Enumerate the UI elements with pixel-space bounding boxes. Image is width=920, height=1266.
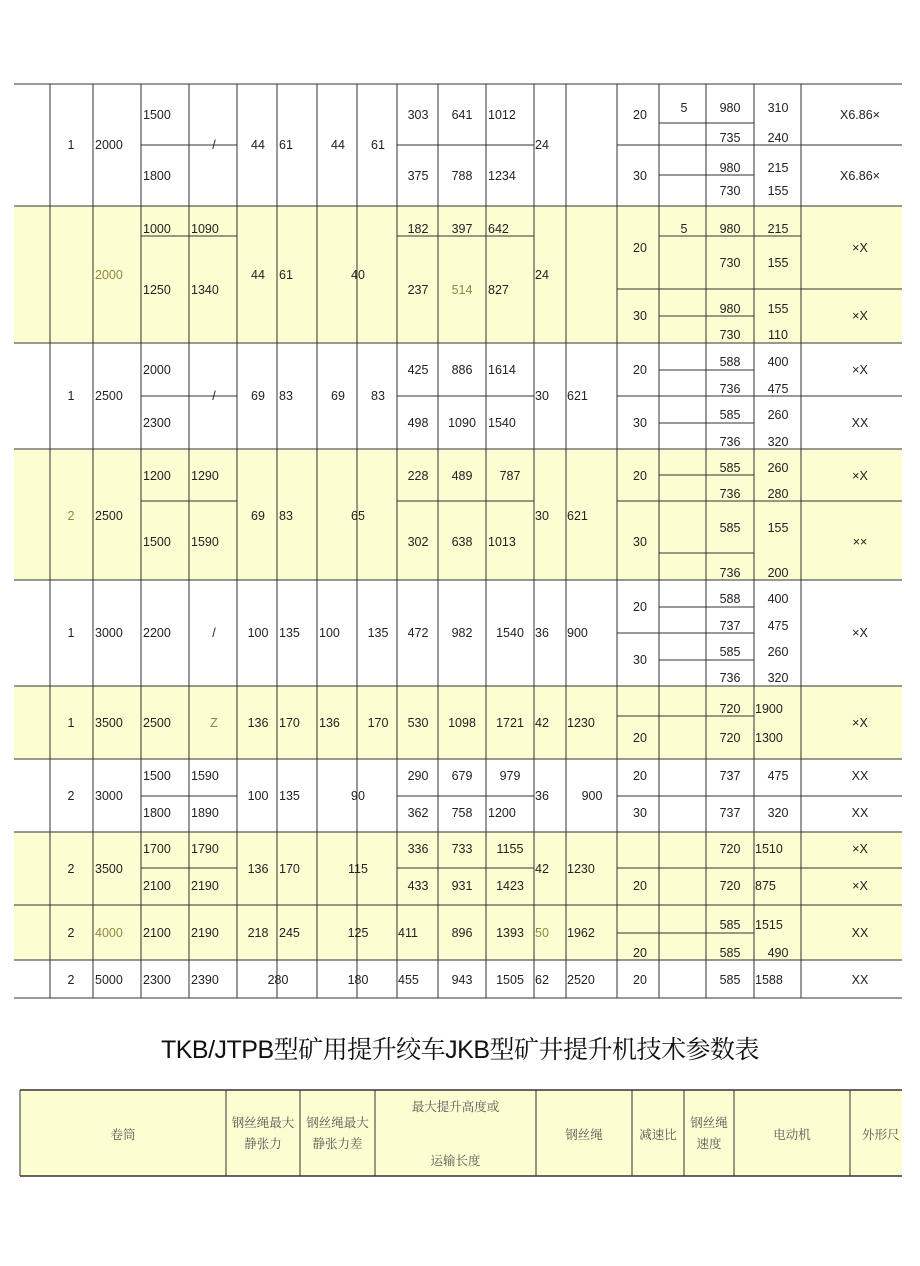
- cell: 1515: [755, 918, 783, 932]
- cell: 303: [407, 108, 429, 122]
- cell: 397: [451, 222, 473, 236]
- cell: 83: [371, 389, 385, 403]
- cell: 260: [767, 645, 789, 659]
- cell: 4000: [95, 926, 123, 940]
- cell: 5000: [95, 973, 123, 987]
- cell: 1800: [143, 169, 171, 183]
- cell: 980: [719, 101, 741, 115]
- cell: 736: [719, 671, 741, 685]
- header-rope-speed: 钢丝绳 速度: [690, 1115, 728, 1151]
- cell: 115: [348, 862, 368, 876]
- cell: 1090: [191, 222, 219, 236]
- cell: 83: [279, 389, 293, 403]
- cell: 1: [67, 716, 75, 730]
- cell: 1700: [143, 842, 171, 856]
- cell: 218: [247, 926, 269, 940]
- cell: 1962: [567, 926, 595, 940]
- cell: 1098: [448, 716, 476, 730]
- cell: ×X: [852, 241, 868, 255]
- cell: 720: [719, 702, 741, 716]
- cell: 30: [633, 535, 647, 549]
- cell: 62: [535, 973, 549, 987]
- cell: 310: [767, 101, 789, 115]
- cell: 1: [67, 389, 75, 403]
- cell: 1155: [496, 842, 524, 856]
- cell: 588: [719, 592, 741, 606]
- cell: 110: [768, 328, 788, 342]
- cell: 215: [767, 222, 789, 236]
- cell: ××: [852, 535, 868, 549]
- cell: 20: [633, 879, 647, 893]
- cell: 2: [67, 926, 75, 940]
- cell: 5: [680, 101, 688, 115]
- cell: X6.86×: [840, 108, 880, 122]
- cell: 280: [767, 487, 789, 501]
- cell: 20: [633, 469, 647, 483]
- cell: 1: [67, 138, 75, 152]
- cell: 588: [719, 355, 741, 369]
- cell: /: [212, 389, 216, 403]
- cell: 1505: [496, 973, 524, 987]
- cell: 3000: [95, 789, 123, 803]
- cell: 65: [351, 509, 365, 523]
- cell: 30: [535, 389, 549, 403]
- cell: 980: [719, 222, 741, 236]
- cell: 2: [67, 973, 75, 987]
- cell: 2000: [143, 363, 171, 377]
- cell: 736: [719, 435, 741, 449]
- cell: 720: [719, 879, 741, 893]
- cell: 36: [535, 789, 549, 803]
- cell: XX: [851, 973, 869, 987]
- cell: 215: [767, 161, 789, 175]
- cell: 425: [407, 363, 429, 377]
- cell: 411: [398, 926, 418, 940]
- cell: 472: [407, 626, 429, 640]
- cell: 3500: [95, 716, 123, 730]
- header-reduction-ratio: 减速比: [639, 1127, 677, 1142]
- cell: 1588: [755, 973, 783, 987]
- cell: 730: [719, 328, 741, 342]
- cell: 170: [279, 716, 300, 730]
- cell: 735: [719, 131, 741, 145]
- cell: 320: [767, 806, 789, 820]
- cell: 30: [633, 806, 647, 820]
- cell: 20: [633, 241, 647, 255]
- cell: 100: [247, 789, 269, 803]
- cell: 980: [719, 302, 741, 316]
- cell: 1393: [496, 926, 524, 940]
- cell: 2000: [95, 138, 123, 152]
- cell: 20: [633, 769, 647, 783]
- cell: 2190: [191, 926, 219, 940]
- cell: 585: [719, 918, 741, 932]
- cell: 896: [451, 926, 473, 940]
- cell: 30: [633, 309, 647, 323]
- cell: 621: [567, 509, 588, 523]
- cell: 182: [407, 222, 429, 236]
- cell: 585: [719, 521, 741, 535]
- cell: 42: [535, 716, 549, 730]
- cell: 2190: [191, 879, 219, 893]
- cell: 2520: [567, 973, 595, 987]
- cell: 875: [755, 879, 776, 893]
- cell: 679: [451, 769, 473, 783]
- cell: 1340: [191, 283, 219, 297]
- cell: 1423: [496, 879, 524, 893]
- cell: 170: [279, 862, 300, 876]
- cell: 2: [67, 509, 75, 523]
- cell: 1013: [488, 535, 516, 549]
- cell: 302: [407, 535, 429, 549]
- cell: 638: [451, 535, 473, 549]
- cell: 24: [535, 268, 549, 282]
- cell: 788: [451, 169, 473, 183]
- cell: ×X: [852, 842, 868, 856]
- cell: ×X: [852, 469, 868, 483]
- cell: 290: [407, 769, 429, 783]
- cell: 730: [719, 184, 741, 198]
- cell: 136: [319, 716, 340, 730]
- cell: 69: [251, 509, 265, 523]
- cell: 2000: [95, 268, 123, 282]
- cell: 20: [633, 363, 647, 377]
- cell: 1300: [755, 731, 783, 745]
- cell: 1900: [755, 702, 783, 716]
- cell: 736: [719, 566, 741, 580]
- cell: Z: [210, 716, 218, 730]
- cell: 2390: [191, 973, 219, 987]
- cell: 475: [767, 619, 789, 633]
- cell: 1250: [143, 283, 171, 297]
- cell: 135: [279, 789, 300, 803]
- cell: 280: [267, 973, 289, 987]
- cell: /: [212, 626, 216, 640]
- cell: 50: [535, 926, 549, 940]
- cell: 514: [451, 283, 473, 297]
- cell: 585: [719, 946, 741, 960]
- cell: 736: [719, 487, 741, 501]
- cell: 827: [488, 283, 509, 297]
- cell: 2100: [143, 879, 171, 893]
- cell: 2: [67, 789, 75, 803]
- cell: 155: [767, 256, 789, 270]
- cell: 530: [407, 716, 429, 730]
- header-max-tension-diff: 钢丝绳最大 静张力差: [306, 1115, 369, 1151]
- cell: 489: [451, 469, 473, 483]
- cell: 100: [247, 626, 269, 640]
- cell: 61: [371, 138, 385, 152]
- cell: 44: [251, 268, 265, 282]
- cell: 135: [279, 626, 300, 640]
- cell: 2300: [143, 973, 171, 987]
- cell: 30: [633, 416, 647, 430]
- cell: 61: [279, 138, 293, 152]
- cell: 61: [279, 268, 293, 282]
- cell: 20: [633, 600, 647, 614]
- cell: 2500: [143, 716, 171, 730]
- cell: ×X: [852, 716, 868, 730]
- cell: ×X: [852, 309, 868, 323]
- cell: 585: [719, 461, 741, 475]
- cell: 400: [767, 592, 789, 606]
- header-motor: 电动机: [773, 1127, 811, 1142]
- cell: 100: [319, 626, 340, 640]
- cell: 1230: [567, 862, 595, 876]
- cell: 1290: [191, 469, 219, 483]
- cell: 40: [351, 268, 365, 282]
- header-drum: 卷筒: [110, 1127, 136, 1142]
- cell: 1500: [143, 769, 171, 783]
- cell: 245: [279, 926, 300, 940]
- cell: 36: [535, 626, 549, 640]
- header-max-lift-height: 最大提升高度或: [411, 1099, 500, 1114]
- cell: 136: [247, 862, 269, 876]
- cell: 135: [367, 626, 389, 640]
- cell: 1000: [143, 222, 171, 236]
- cell: 758: [451, 806, 473, 820]
- cell: 125: [347, 926, 369, 940]
- cell: 44: [251, 138, 265, 152]
- cell: ×X: [852, 626, 868, 640]
- cell: 1200: [488, 806, 516, 820]
- cell: 136: [247, 716, 269, 730]
- cell: 260: [767, 408, 789, 422]
- cell: 787: [499, 469, 521, 483]
- cell: 490: [767, 946, 789, 960]
- cell: 475: [767, 382, 789, 396]
- cell: 737: [719, 806, 741, 820]
- cell: 180: [347, 973, 369, 987]
- cell: 170: [367, 716, 389, 730]
- cell: 720: [719, 731, 741, 745]
- cell: 1510: [755, 842, 783, 856]
- cell: 320: [767, 435, 789, 449]
- cell: 2200: [143, 626, 171, 640]
- header-dimensions: 外形尺: [862, 1127, 900, 1142]
- cell: 1540: [496, 626, 524, 640]
- cell: 982: [451, 626, 473, 640]
- cell: 1090: [448, 416, 476, 430]
- cell: 155: [767, 184, 789, 198]
- cell: 155: [767, 302, 789, 316]
- cell: 400: [767, 355, 789, 369]
- cell: 455: [398, 973, 419, 987]
- header-rope: 钢丝绳: [565, 1127, 603, 1142]
- cell: 3500: [95, 862, 123, 876]
- cell: 621: [567, 389, 588, 403]
- cell: 240: [767, 131, 789, 145]
- cell: ×X: [852, 879, 868, 893]
- cell: 336: [407, 842, 429, 856]
- cell: 2500: [95, 389, 123, 403]
- cell: 83: [279, 509, 293, 523]
- cell: 30: [633, 169, 647, 183]
- cell: 1790: [191, 842, 219, 856]
- cell: 641: [451, 108, 473, 122]
- cell: 90: [351, 789, 365, 803]
- cell: 1500: [143, 108, 171, 122]
- cell: 1540: [488, 416, 516, 430]
- cell: 20: [633, 946, 647, 960]
- cell: 1614: [488, 363, 516, 377]
- cell: 1800: [143, 806, 171, 820]
- cell: 1200: [143, 469, 171, 483]
- cell: 733: [451, 842, 473, 856]
- cell: 642: [488, 222, 509, 236]
- cell: 585: [719, 408, 741, 422]
- cell: 69: [251, 389, 265, 403]
- cell: 943: [451, 973, 473, 987]
- cell: 737: [719, 619, 741, 633]
- cell: 362: [407, 806, 429, 820]
- cell: 155: [767, 521, 789, 535]
- cell: /: [212, 138, 216, 152]
- cell: 498: [407, 416, 429, 430]
- cell: 980: [719, 161, 741, 175]
- cell: 42: [535, 862, 549, 876]
- cell: 375: [407, 169, 429, 183]
- cell: 900: [567, 626, 588, 640]
- cell: 979: [499, 769, 521, 783]
- cell: 2300: [143, 416, 171, 430]
- cell: 1012: [488, 108, 516, 122]
- cell: 1234: [488, 169, 516, 183]
- cell: 69: [331, 389, 345, 403]
- cell: 5: [680, 222, 688, 236]
- cell: 260: [767, 461, 789, 475]
- cell: 730: [719, 256, 741, 270]
- cell: 24: [535, 138, 549, 152]
- cell: 931: [451, 879, 473, 893]
- cell: 720: [719, 842, 741, 856]
- header-max-static-tension: 钢丝绳最大 静张力: [231, 1115, 295, 1151]
- cell: 44: [331, 138, 345, 152]
- cell: 737: [719, 769, 741, 783]
- cell: 1890: [191, 806, 219, 820]
- cell: 585: [719, 645, 741, 659]
- cell: XX: [851, 416, 869, 430]
- cell: 320: [767, 671, 789, 685]
- cell: 1: [67, 626, 75, 640]
- cell: 1230: [567, 716, 595, 730]
- cell: ×X: [852, 363, 868, 377]
- cell: 30: [535, 509, 549, 523]
- cell: 20: [633, 731, 647, 745]
- cell: 2500: [95, 509, 123, 523]
- cell: 228: [407, 469, 429, 483]
- cell: XX: [851, 769, 869, 783]
- cell: 200: [767, 566, 789, 580]
- cell: 20: [633, 973, 647, 987]
- document-title: TKB/JTPB型矿用提升绞车JKB型矿井提升机技术参数表: [160, 1036, 760, 1064]
- cell: 900: [581, 789, 603, 803]
- cell: 30: [633, 653, 647, 667]
- cell: 2100: [143, 926, 171, 940]
- cell: 1721: [496, 716, 524, 730]
- cell: 2: [67, 862, 75, 876]
- cell: 475: [767, 769, 789, 783]
- cell: XX: [851, 806, 869, 820]
- cell: 585: [719, 973, 741, 987]
- cell: 886: [451, 363, 473, 377]
- cell: 1590: [191, 769, 219, 783]
- cell: 1500: [143, 535, 171, 549]
- header-transport-length: 运输长度: [430, 1153, 481, 1168]
- cell: 20: [633, 108, 647, 122]
- cell: X6.86×: [840, 169, 880, 183]
- cell: 237: [407, 283, 429, 297]
- cell: 3000: [95, 626, 123, 640]
- cell: 1590: [191, 535, 219, 549]
- cell: 736: [719, 382, 741, 396]
- cell: XX: [851, 926, 869, 940]
- cell: 433: [407, 879, 429, 893]
